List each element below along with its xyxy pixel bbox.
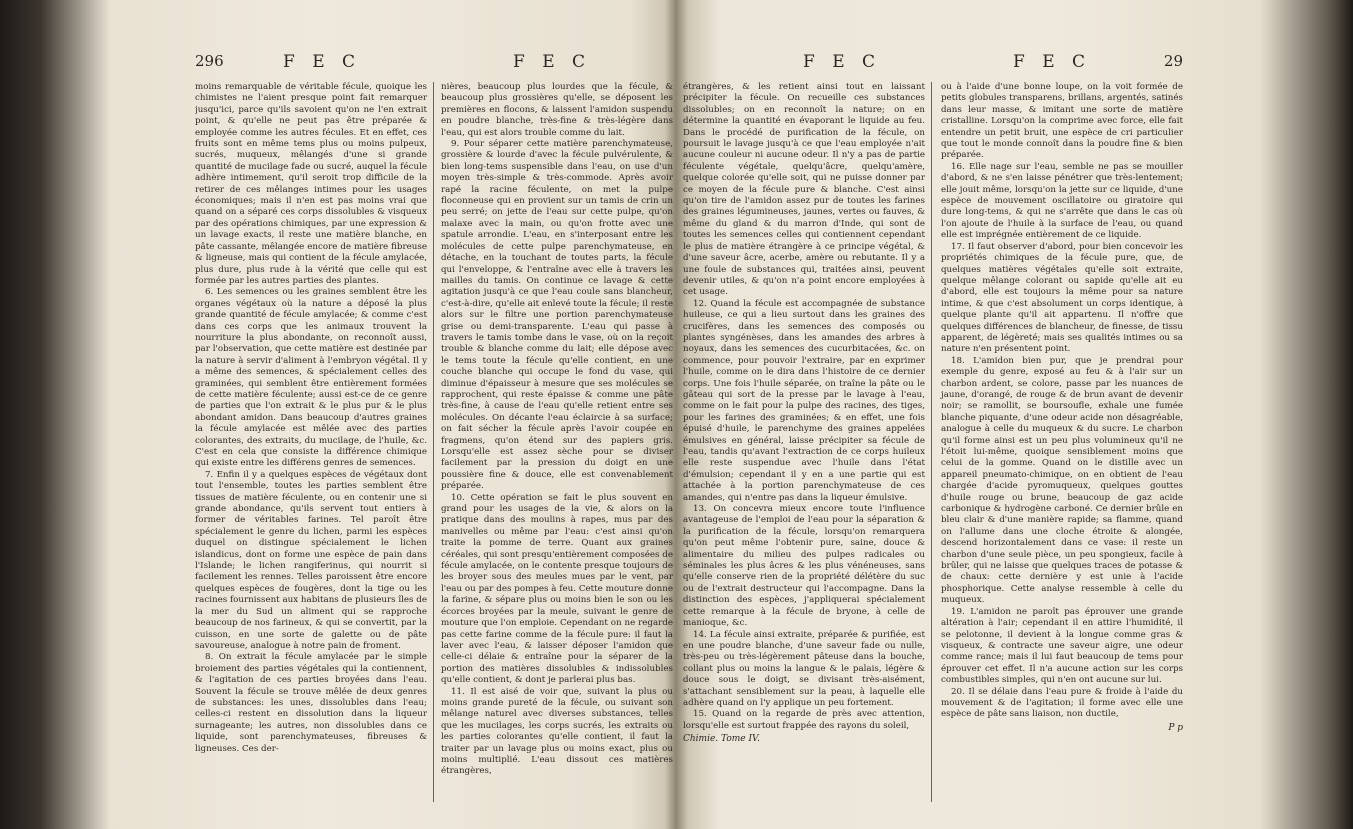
- gathering-mark: P p: [1168, 722, 1183, 733]
- paragraph: 16. Elle nage sur l'eau, semble ne pas se mouiller d'abord, & ne s'en laisse pénétrer que très-lentement; elle jouit même, lorsqu'on la jette sur ce liquide, d'une espèce de mouvement oscillatoire ou giratoire qui dure long-tems, & qui ne s'arrête que dans le cas où l'on ajoute de l'huile à la surface de l'eau, ou quand elle est imprégnée entièrement de ce liquide.: [941, 161, 1183, 241]
- paragraph: 6. Les semences ou les graines semblent être les organes végétaux où la nature a déposé la plus grande quantité de fécule amylacée; & comme c'est dans ces corps que les animaux trouvent la nourriture la plus abondante, on reconnoît aussi, par l'observation, que cette matière est destinée par la nature à servir d'aliment à l'embryon végétal. Il y a même des semences, & spécialement celles des graminées, qui semblent être entièrement formées de cette matière féculente; aussi est-ce de ce genre de parties que l'on extrait & le plus pur & le plus abondant amidon. Dans beaucoup d'autres graines la fécule amylacée est mêlée avec des parties colorantes, des extraits, du mucilage, de l'huile, &c. C'est en cela que consiste la différence chimique qui existe entre les différens genres de semences.: [195, 287, 427, 469]
- paragraph: 12. Quand la fécule est accompagnée de substance huileuse, ce qui a lieu surtout dans les graines des crucifères, dans les semences des composés ou plantes syngénèses, dans les amandes des arbres à noyaux, dans les semences des cucurbitacées, &c. on commence, pour pouvoir l'extraire, par en exprimer l'huile, comme on le dira dans l'histoire de ce dernier corps. Une fois l'huile séparée, on traîne la pâte ou le gâteau qui sort de la presse par le lavage à l'eau, comme on le fait pour la pulpe des racines, des tiges, pour les farines des graminées; & en effet, une fois épuisé d'huile, le parenchyme des graines appelées émulsives en général, laisse précipiter sa fécule de l'eau, tandis qu'avant l'extraction de ce corps huileux elle reste suspendue avec l'huile dans l'état d'émulsion; cependant il y en a une partie qui est attachée à la portion parenchymateuse de ces amandes, qui n'entre pas dans la liqueur émulsive.: [683, 298, 925, 503]
- running-head-word-left: F E C: [803, 52, 882, 72]
- right-page: [683, 52, 1183, 822]
- column-rule: [433, 82, 434, 802]
- paragraph: nières, beaucoup plus lourdes que la fécule, & beaucoup plus grossières qu'elle, se déposent les premières en flocons, & laissent l'amidon suspendu en poudre blanche, très-fine & très-légère dans l'eau, qui est alors trouble comme du lait.: [441, 82, 673, 138]
- running-head: [195, 52, 673, 74]
- two-column-body: [683, 82, 1183, 744]
- column-2: [441, 82, 673, 778]
- column-2: [941, 82, 1183, 744]
- column-1: [683, 82, 925, 744]
- footer-signature: [683, 734, 925, 744]
- footer-gathering: [941, 723, 1183, 733]
- paragraph: 9. Pour séparer cette matière parenchymateuse, grossière & lourde d'avec la fécule pulvérulente, & bien long-tems suspensible dans l'eau, on use d'un moyen très-simple & très-commode. Après avoir rapé la racine féculente, on met la pulpe floconneuse qui en provient sur un tamis de crin un peu serré; on jette de l'eau sur cette pulpe, qu'on malaxe avec la main, ou qu'on frotte avec une spatule arrondie. L'eau, en s'interposant entre les molécules de cette pulpe parenchymateuse, en détache, en la touchant de toutes parts, la fécule qui l'enveloppe, & l'entraîne avec elle à travers les mailles du tamis. On continue ce lavage & cette agitation jusqu'à ce que l'eau coule sans blancheur, c'est-à-dire, qu'elle ait enlevé toute la fécule; il reste alors sur le filtre une portion parenchymateuse grise ou demi-transparente. L'eau qui passe à travers le tamis tombe dans le vase, où on la reçoit trouble & blanche comme du lait; elle dépose avec le tems toute la fécule qu'elle contient, en une couche blanche qui occupe le fond du vase, qui diminue d'épaisseur à mesure que ses molécules se rapprochent, qui reste épaisse & comme une pâte très-fine, à cause de l'eau qu'elle retient entre ses molécules. On décante l'eau éclaircie à sa surface; on fait sécher la fécule après l'avoir coupée en fragmens, qu'on étend sur des papiers gris. Lorsqu'elle est assez sèche pour se diviser facilement par la pression du doigt en une poussière fine & douce, elle est convenablement préparée.: [441, 139, 673, 492]
- paragraph: 11. Il est aisé de voir que, suivant la plus ou moins grande pureté de la fécule, ou suivant son mêlange naturel avec diverses substances, telles que les mucilages, les corps sucrés, les extraits ou les parties colorantes qu'elle contient, il faut la traiter par un lavage plus ou moins exact, plus ou moins multiplié. L'eau dissout ces matières étrangères,: [441, 686, 673, 777]
- paragraph: étrangères, & les retient ainsi tout en laissant précipiter la fécule. On recueille ces substances dissolubles; on en reconnoît la nature; on en détermine la quantité en évaporant le liquide au feu. Dans le procédé de purification de la fécule, on poursuit le lavage jusqu'à ce que l'eau employée n'ait aucune couleur ni aucune odeur. Il n'y a pas de partie féculente végétale, quelqu'âcre, quelqu'amère, quelque colorée qu'elle soit, qui ne puisse donner par ce moyen de la fécule pure & blanche. C'est ainsi qu'on tire de l'amidon assez pur de toutes les farines des graines légumineuses, jaunes, vertes ou fauves, & même du gland & du marron d'Inde, qui sont de toutes les semences celles qui contiennent cependant le plus de matière étrangère à ce principe végétal, & d'une saveur âcre, acerbe, amère ou rebutante. Il y a une foule de substances qui, traitées ainsi, peuvent devenir utiles, & qu'on n'a point encore employées à cet usage.: [683, 82, 925, 298]
- running-head-word-right: F E C: [513, 52, 592, 72]
- paragraph: 15. Quand on la regarde de près avec attention, lorsqu'elle est surtout frappée des rayons du soleil,: [683, 709, 925, 731]
- signature-mark: Chimie. Tome IV.: [683, 734, 760, 745]
- paragraph: 10. Cette opération se fait le plus souvent en grand pour les usages de la vie, & alors on la pratique dans des moulins à rapes, mus par des manivelles ou même par l'eau: c'est ainsi qu'on traite la pomme de terre. Quant aux graines céréales, qui sont presqu'entièrement composées de fécule amylacée, on le contente presque toujours de les broyer sous des meules mues par le vent, par l'eau ou par des pompes à feu. Cette mouture donne la farine, & sépare plus ou moins bien le son ou les écorces broyées par la meule, suivant le genre de mouture que l'on emploie. Cependant on ne regarde pas cette farine comme de la fécule pure: il faut la laver avec l'eau, & laisser déposer l'amidon que celle-ci délaie & entraîne pour la séparer de la portion des matières dissolubles & indissolubles qu'elle contient, & dont je parlerai plus bas.: [441, 492, 673, 686]
- running-head-word-left: F E C: [283, 52, 362, 72]
- two-column-body: [195, 82, 673, 778]
- running-head-word-right: F E C: [1013, 52, 1092, 72]
- column-rule: [931, 82, 932, 802]
- paragraph: 7. Enfin il y a quelques espèces de végétaux dont tout l'ensemble, toutes les parties semblent être tissues de matière féculente, ou en contenir une si grande abondance, qu'ils servent tout entiers à former de véritables farines. Tel paroît être spécialement le genre du lichen, parmi les espèces duquel on distingue spécialement le lichen islandicus, dont on forme une espèce de pain dans l'Islande; le lichen rangiferinus, qui nourrit si facilement les rennes. Telles paroissent être encore quelques espèces de fougères, dont la tige ou les racines fournissent aux habitans de plusieurs îles de la mer du Sud un aliment qui se rapproche beaucoup de nos farineux, & qui se convertit, par la cuisson, en une sorte de galette ou de pâte savoureuse, analogue à notre pain de froment.: [195, 469, 427, 651]
- paragraph: 8. On extrait la fécule amylacée par le simple broiement des parties végétales qui la contiennent, & l'agitation de ces parties broyées dans l'eau. Souvent la fécule se trouve mêlée de deux genres de substances: les unes, dissolubles dans l'eau; celles-ci restent en dissolution dans la liqueur surnageante; les autres, non dissolubles dans ce liquide, sont parenchymateuses, fibreuses & ligneuses. Ces der-: [195, 652, 427, 754]
- running-head: [683, 52, 1183, 74]
- left-page: [195, 52, 673, 822]
- paragraph: moins remarquable de véritable fécule, quoique les chimistes ne l'aient presque point fait remarquer jusqu'ici, parce qu'ils savoient qu'on ne l'en extrait point, & qu'elle ne peut pas être préparée & employée comme les autres fécules. Et en effet, ces fruits sont en même tems plus ou moins pulpeux, sucrés, muqueux, mêlangés d'une si grande quantité de mucilage fade ou sucré, auquel la fécule adhère intimement, qu'il seroit trop difficile de la retirer de ces mêlanges intimes pour les usages économiques; mais il n'en est pas moins vrai que quand on a séparé ces corps dissolubles & visqueux par des opérations chimiques, par une expression & un lavage exacts, il reste une matière blanche, en pâte cassante, mêlangée encore de matière fibreuse & ligneuse, mais qui contient de la fécule amylacée, plus dure, plus rude à la vérité que celle qui est formée par les autres parties des plantes.: [195, 82, 427, 286]
- paragraph: 20. Il se délaie dans l'eau pure & froide à l'aide du mouvement & de l'agitation; il forme avec elle une espèce de pâte sans liaison, non ductile,: [941, 686, 1183, 720]
- page-number: 29: [1163, 52, 1183, 70]
- paragraph: 18. L'amidon bien pur, que je prendrai pour exemple du genre, exposé au feu & à l'air sur un charbon ardent, se colore, passe par les nuances de jaune, d'orangé, de rouge & de brun avant de devenir noir; se ramollit, se boursoufle, exhale une fumée blanche piquante, d'une odeur acide non désagréable, analogue à celle du muqueux & du sucre. Le charbon qu'il forme ainsi est un peu plus volumineux qu'il ne l'étoit lui-même, quoique sensiblement moins que celui de la gomme. Quand on le distille avec un appareil pneumato-chimique, on en obtient de l'eau chargée d'acide pyromuqueux, quelques gouttes d'huile rouge ou brune, beaucoup de gaz acide carbonique & hydrogène carboné. Ce dernier brûle en bleu clair & d'une manière rapide; sa flamme, quand on l'allume dans une cloche étroite & alongée, descend horizontalement dans ce vase: il reste un charbon d'une seule pièce, un peu spongieux, facile à brûler, qui ne laisse que quelques traces de potasse & de chaux: cette dernière y est unie à l'acide phosphorique. Cette analyse ressemble à celle du muqueux.: [941, 355, 1183, 606]
- paragraph: ou à l'aide d'une bonne loupe, on la voit formée de petits globules transparens, brillans, argentés, satinés dans leur masse, & imitant une sorte de matière cristalline. Lorsqu'on la comprime avec force, elle fait entendre un petit bruit, une espèce de cri particulier que tout le monde connoît dans la poudre fine & bien préparée.: [941, 82, 1183, 161]
- page-number: 296: [195, 52, 224, 70]
- column-1: [195, 82, 427, 778]
- paragraph: 13. On concevra mieux encore toute l'influence avantageuse de l'emploi de l'eau pour la séparation & la purification de la fécule, lorsqu'on remarquera qu'on peut même l'obtenir pure, saine, douce & alimentaire du milieu des pulpes radicales ou séminales les plus âcres & les plus vénéneuses, sans qu'elle conserve rien de la propriété délétère du suc ou de l'extrait destructeur qui l'accompagne. Dans la distinction des espèces, j'appliquerai spécialement cette remarque à la fécule de bryone, à celle de manioque, &c.: [683, 504, 925, 629]
- paragraph: 14. La fécule ainsi extraite, préparée & purifiée, est en une poudre blanche, d'une saveur fade ou nulle, très-peu ou très-légèrement pâteuse dans la bouche, collant plus ou moins la langue & le palais, légère & douce sous le doigt, se divisant très-aisément, s'attachant sensiblement sur la peau, à laquelle elle adhère quand on l'y applique un peu fortement.: [683, 629, 925, 708]
- paragraph: 17. Il faut observer d'abord, pour bien concevoir les propriétés chimiques de la fécule pure, que, de quelques matières végétales qu'elle soit extraite, quelque mêlange colorant ou sapide qu'elle ait eu d'abord, elle est toujours la même pour sa nature intime, & que c'est absolument un corps identique, à quelque plante qu'il ait appartenu. Il n'offre que quelques différences de blancheur, de finesse, de tissu apparent, de légèreté; mais ses qualités intimes ou sa nature n'en présentent point.: [941, 241, 1183, 355]
- paragraph: 19. L'amidon ne paroît pas éprouver une grande altération à l'air; cependant il en attire l'humidité, il se pelotonne, il devient à la longue comme gras & visqueux, & contracte une saveur aigre, une odeur comme rance; mais il lui faut beaucoup de tems pour éprouver cet effet. Il n'a aucune action sur les corps combustibles simples, qui n'en ont aucune sur lui.: [941, 606, 1183, 686]
